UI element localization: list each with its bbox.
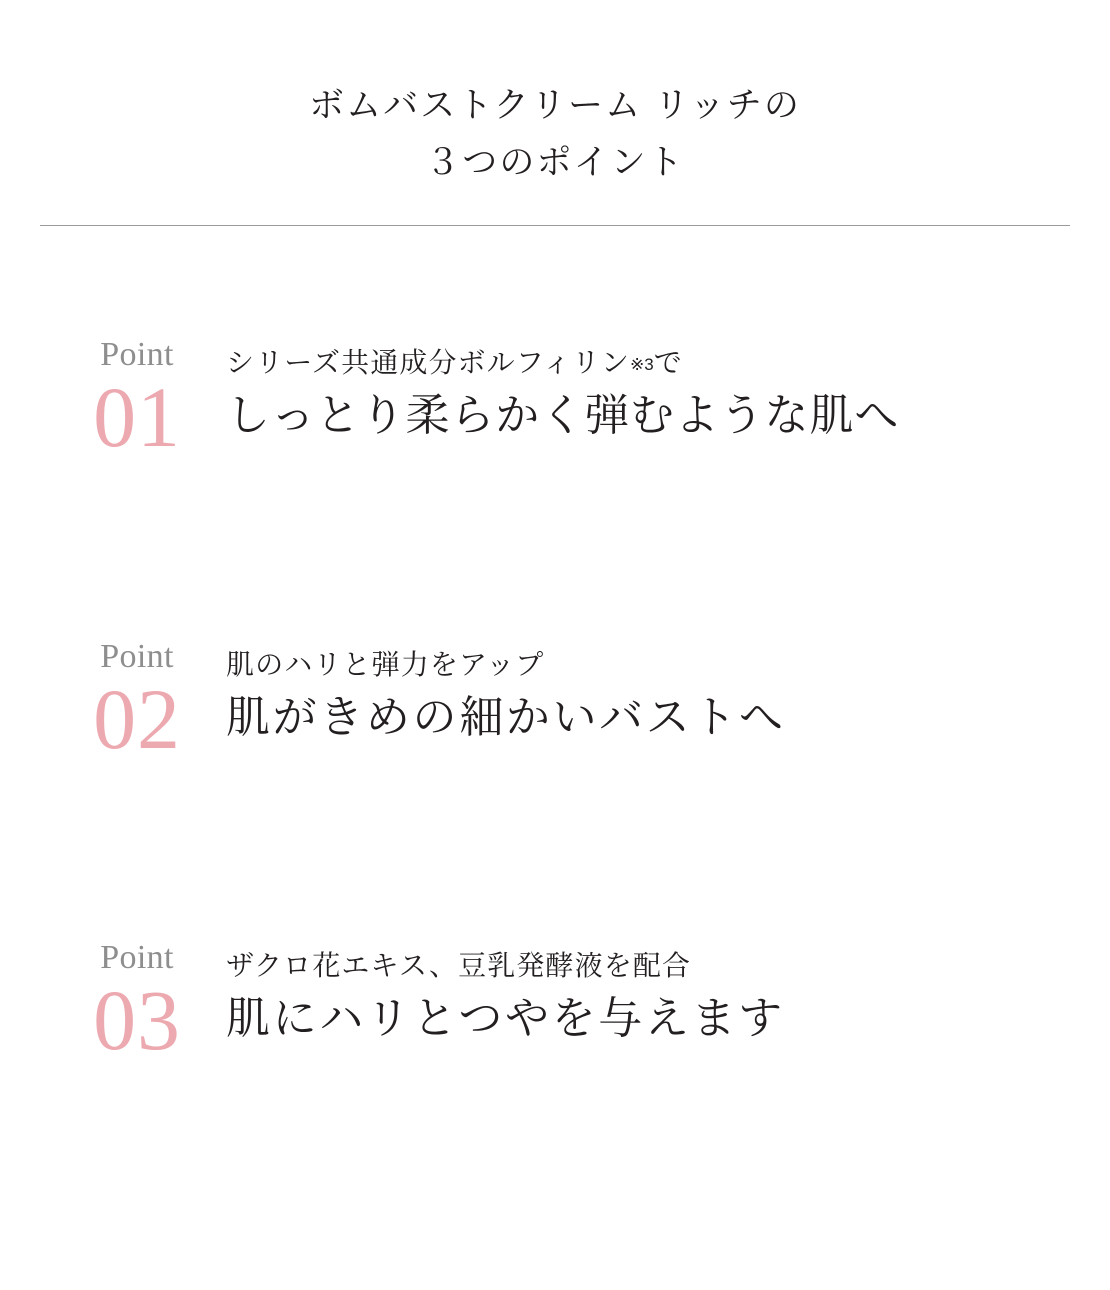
point-item-03 [62, 939, 1110, 1069]
point-headline-03: 肌にハリとつやを与えます [226, 993, 785, 1043]
point-item-01 [62, 336, 1110, 466]
point-subtitle-01 [226, 344, 899, 382]
point-text-01 [212, 336, 899, 444]
point-number-02: 02 [93, 670, 181, 767]
point-subtitle-02-before: 肌のハリと弾力をアップ [226, 648, 545, 680]
point-subtitle-01-note: ※3 [630, 355, 654, 375]
point-label-02: Point [100, 637, 174, 675]
point-headline-01: しっとり柔らかく弾むような肌へ [226, 391, 900, 441]
point-number-01: 01 [93, 369, 181, 466]
point-badge-03 [62, 939, 212, 1069]
point-number-03: 03 [93, 972, 181, 1069]
point-subtitle-03-before: ザクロ花エキス、豆乳発酵液を配合 [226, 950, 692, 982]
point-label-01: Point [100, 336, 174, 374]
point-text-03 [212, 939, 785, 1047]
heading-block [0, 0, 1110, 226]
page-title [0, 78, 1110, 191]
point-subtitle-01-before: シリーズ共通成分ボルフィリン [226, 347, 631, 379]
point-subtitle-01-after: で [653, 347, 683, 379]
points-list [0, 336, 1110, 1069]
point-item-02 [62, 637, 1110, 767]
point-label-03: Point [100, 939, 174, 977]
point-text-02 [212, 638, 786, 746]
page-title-line-1: ボムバストクリーム リッチの [308, 86, 802, 125]
point-subtitle-02 [226, 646, 786, 684]
page-title-line-2: ３つのポイント [425, 142, 685, 182]
point-badge-02 [62, 637, 212, 767]
heading-divider [40, 225, 1070, 226]
point-subtitle-03 [226, 947, 785, 985]
point-badge-01 [62, 336, 212, 466]
point-headline-02: 肌がきめの細かいバストへ [226, 692, 786, 742]
